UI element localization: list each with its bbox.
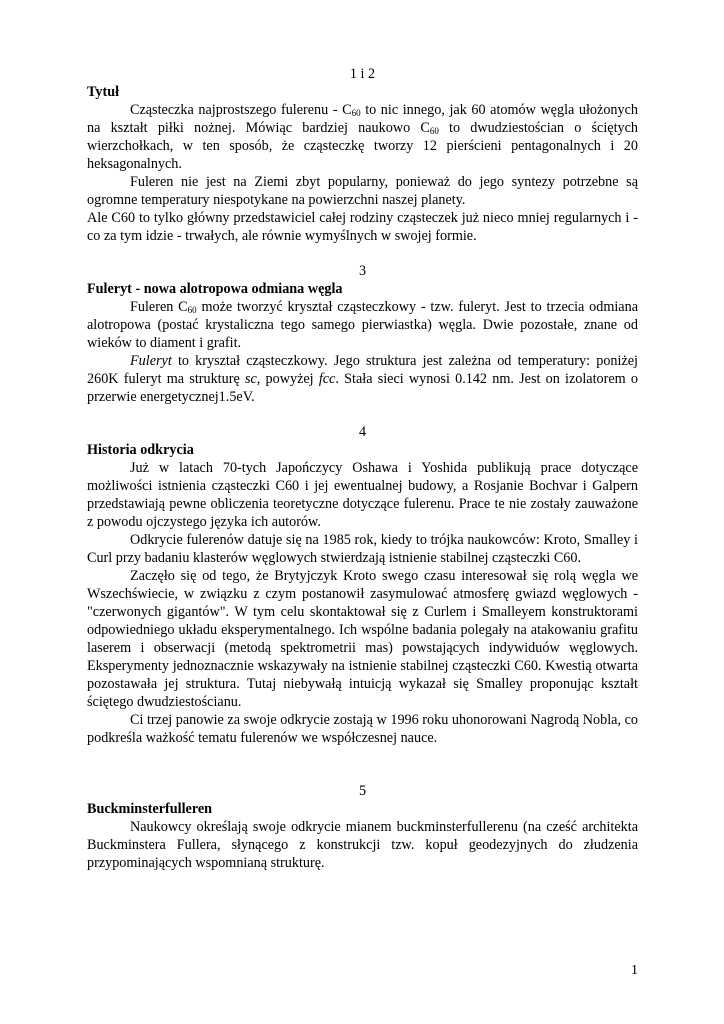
paragraph: Fuleren nie jest na Ziemi zbyt popularny, ponieważ do jego syntezy potrzebne są ogromne temperatury niespotykane na powierzchni naszej planety. [87,174,638,208]
paragraph: Zaczęło się od tego, że Brytyjczyk Kroto swego czasu interesował się rolą węgla we Wszechświecie, w związku z czym postanowił zasymulować atmosferę gwiazd węglowych - "czerwonych gigantów". W tym celu skontaktował się z Curlem i Smalleyem konstruktorami odpowiedniego układu eksperymentalnego. Ich wspólne badania polegały na atakowaniu grafitu laserem i obserwacji (metodą spektrometrii mas) powstających indywiduów węglowych. Eksperymenty jednoznacznie wskazywały na istnienie stabilnej cząsteczki C60. Kwestią otwarta pozostawała jej struktura. Tutaj niebywałą intuicją wykazał się Smalley proponując kształt ściętego dwudziestościanu. [87,568,638,710]
section-title: Fuleryt - nowa alotropowa odmiana węgla [87,281,343,297]
section-number: 3 [358,263,367,279]
page-number: 1 [631,963,638,978]
section-number: 4 [358,424,367,440]
paragraph: Naukowcy określają swoje odkrycie mianem buckminsterfullerenu (na cześć architekta Buckminstera Fullera, słynącego z konstrukcji tzw. kopuł geodezyjnych do złudzenia przypominających wspomnianą strukturę. [87,819,638,871]
document-body [87,65,638,872]
section-number: 5 [358,783,367,799]
section-title: Historia odkrycia [87,442,194,458]
paragraph: Odkrycie fulerenów datuje się na 1985 rok, kiedy to trójka naukowców: Kroto, Smalley i Curl przy badaniu klasterów węglowych stwierdzają istnienie stabilnej cząsteczki C60. [87,532,638,566]
paragraph: Ci trzej panowie za swoje odkrycie zostają w 1996 roku uhonorowani Nagrodą Nobla, co podkreśla ważkość tematu fulerenów we współczesnej nauce. [87,712,638,746]
section-number: 1 i 2 [349,66,376,82]
paragraph: Fuleryt to kryształ cząsteczkowy. Jego struktura jest zależna od temperatury: poniżej 260K fuleryt ma strukturę sc, powyżej fcc. Stała sieci wynosi 0.142 nm. Jest on izolatorem o przerwie energetycznej1.5eV. [87,353,638,405]
paragraph: Fuleren $C_{60}$ może tworzyć kryształ cząsteczkowy - tzw. fuleryt. Jest to trzecia odmiana alotropowa (postać krystaliczna tego samego pierwiastka) węgla. Dwie pozostałe, znane od wieków to diament i grafit. [87,299,638,351]
paragraph: Ale C60 to tylko główny przedstawiciel całej rodziny cząsteczek już nieco mniej regularnych i - co za tym idzie - trwałych, ale równie wymyślnych w swojej formie. [87,210,638,244]
paragraph: Cząsteczka najprostszego fulerenu - $C_{60}$ to nic innego, jak 60 atomów węgla ułożonych na kształt piłki nożnej. Mówiąc bardziej naukowo $C_{60}$ to dwudziestościan o ściętych wierzchołkach, w ten sposób, że cząsteczkę tworzy 12 pierścieni pentagonalnych i 20 heksagonalnych. [87,102,638,172]
paragraph: Już w latach 70-tych Japończycy Oshawa i Yoshida publikują prace dotyczące możliwości istnienia cząsteczki C60 i jej ewentualnej budowy, a Rosjanie Bochvar i Galpern przedstawiają pewne obliczenia teoretyczne dotyczące fulerenu. Prace te nie zostały zauważone z powodu ojczystego języka ich autorów. [87,460,638,530]
section-title: Tytuł [87,84,120,100]
section-title: Buckminsterfulleren [87,801,213,817]
